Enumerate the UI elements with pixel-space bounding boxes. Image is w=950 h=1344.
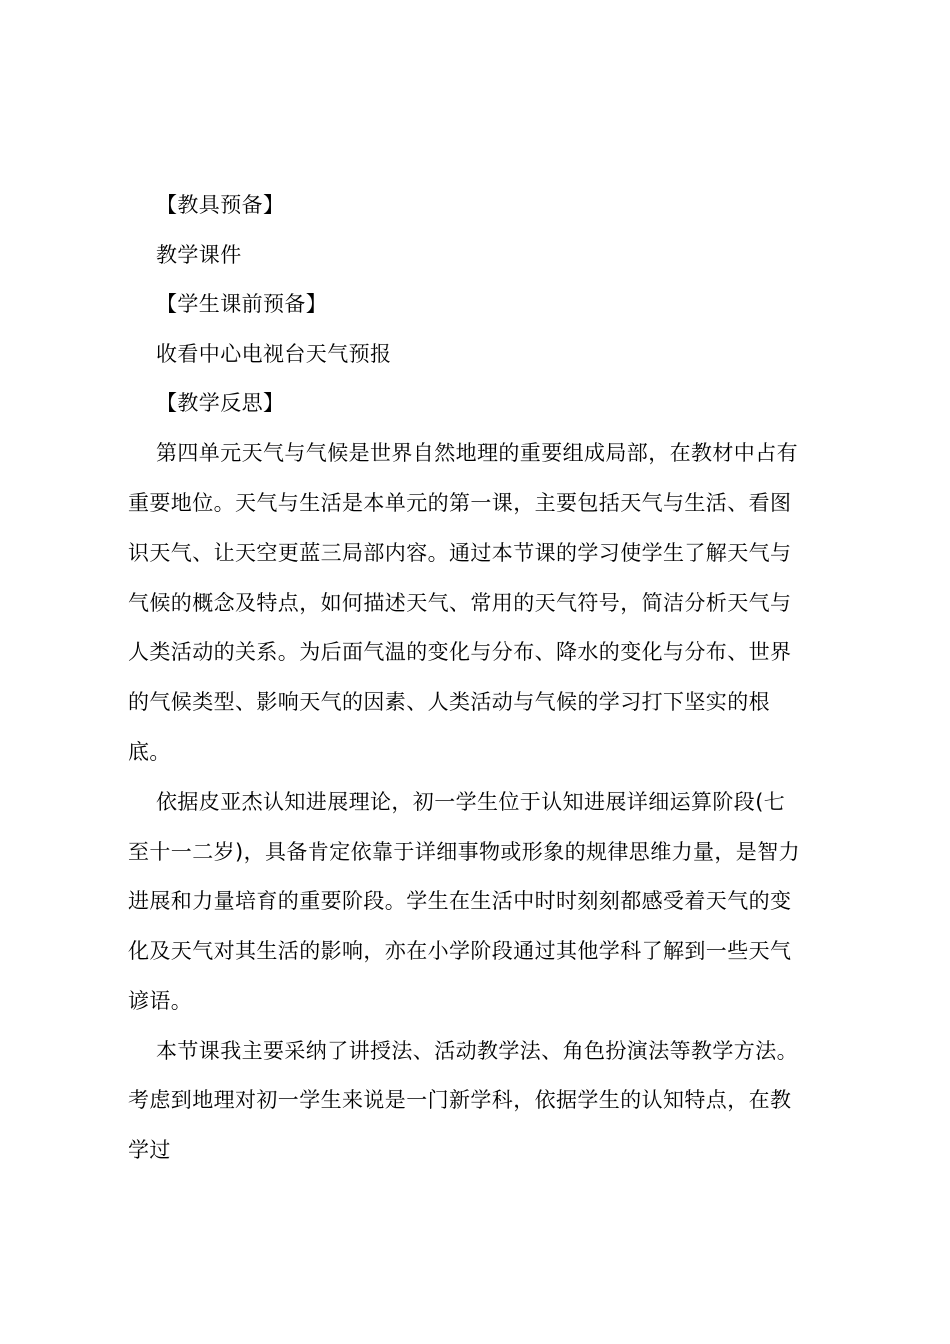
paragraph-line: 依据皮亚杰认知进展理论，初一学生位于认知进展详细运算阶段(七 [156, 790, 786, 814]
paragraph-line: 至十一二岁)，具备肯定依靠于详细事物或形象的规律思维力量，是智力 [128, 840, 800, 864]
paragraph-line: 化及天气对其生活的影响，亦在小学阶段通过其他学科了解到一些天气 [128, 939, 792, 963]
equipment-heading: 【教具预备】 [156, 193, 285, 217]
paragraph-line: 重要地位。天气与生活是本单元的第一课，主要包括天气与生活、看图 [128, 491, 792, 515]
reflection-heading: 【教学反思】 [156, 391, 285, 415]
paragraph-line: 气候的概念及特点，如何描述天气、常用的天气符号，简洁分析天气与 [128, 591, 792, 615]
paragraph-line: 第四单元天气与气候是世界自然地理的重要组成局部，在教材中占有 [156, 441, 798, 465]
paragraph-line: 的气候类型、影响天气的因素、人类活动与气候的学习打下坚实的根 [128, 690, 770, 714]
paragraph-line: 底。 [128, 740, 171, 764]
student-prep-heading: 【学生课前预备】 [156, 292, 328, 316]
paragraph-line: 本节课我主要采纳了讲授法、活动教学法、角色扮演法等教学方法。 [156, 1039, 798, 1063]
paragraph-line: 识天气、让天空更蓝三局部内容。通过本节课的学习使学生了解天气与 [128, 541, 792, 565]
paragraph-line: 进展和力量培育的重要阶段。学生在生活中时时刻刻都感受着天气的变 [128, 889, 792, 913]
paragraph-line: 学过 [128, 1138, 171, 1162]
paragraph-line: 人类活动的关系。为后面气温的变化与分布、降水的变化与分布、世界 [128, 640, 792, 664]
paragraph-line: 考虑到地理对初一学生来说是一门新学科，依据学生的认知特点，在教 [128, 1088, 792, 1112]
equipment-content: 教学课件 [156, 243, 242, 267]
student-prep-content: 收看中心电视台天气预报 [156, 342, 392, 366]
paragraph-line: 谚语。 [128, 989, 193, 1013]
